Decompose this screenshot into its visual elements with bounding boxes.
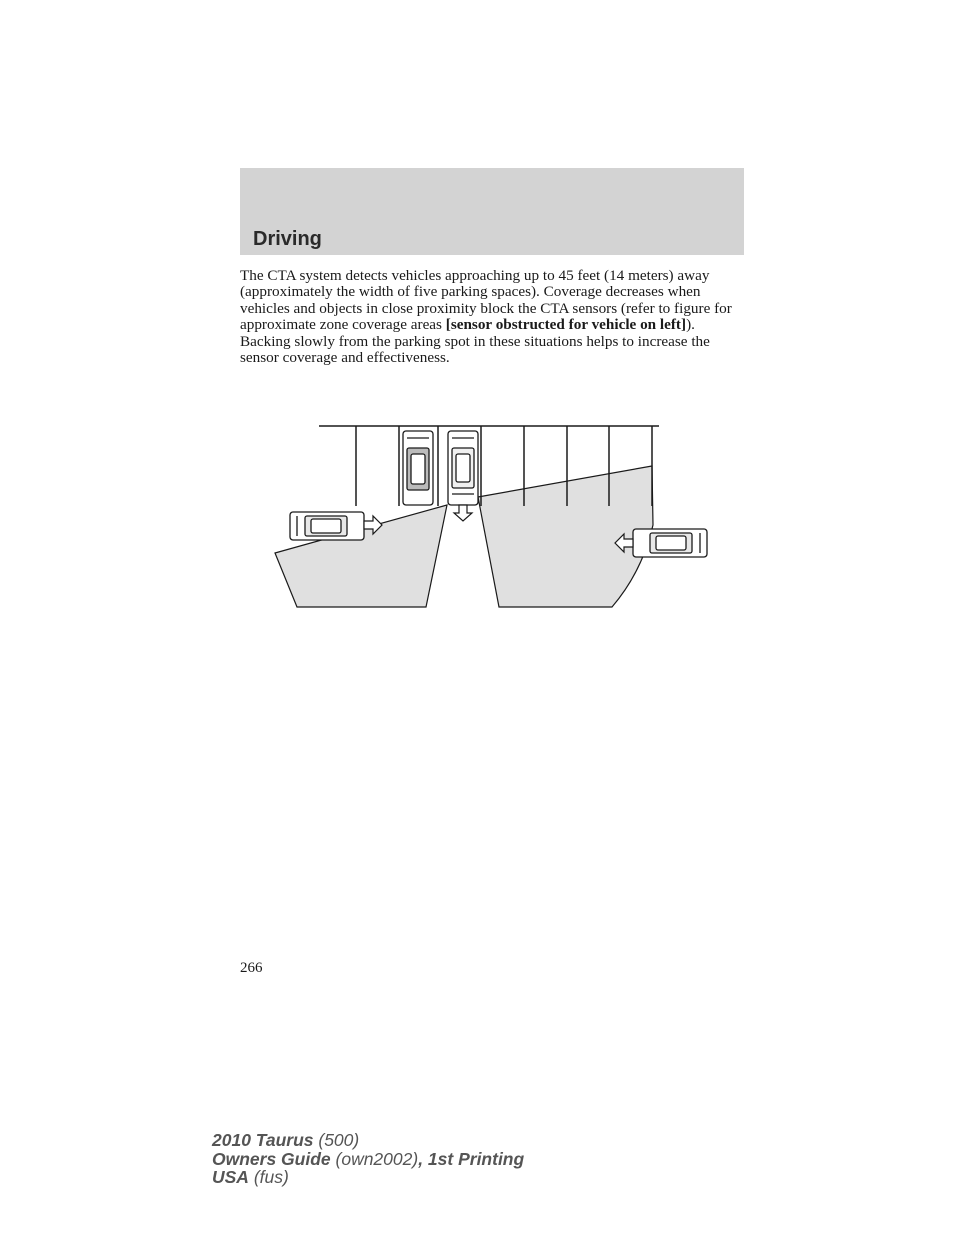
section-title: Driving bbox=[253, 228, 322, 250]
footer-line-1 bbox=[212, 1131, 524, 1150]
car-left-approaching-icon bbox=[290, 512, 364, 540]
parked-car-icon bbox=[403, 431, 433, 505]
section-header-band bbox=[240, 168, 744, 255]
document-footer bbox=[212, 1131, 524, 1187]
footer-guide-code: (own2002) bbox=[330, 1148, 419, 1169]
footer-line-3 bbox=[212, 1168, 524, 1187]
footer-guide: Owners Guide bbox=[212, 1148, 331, 1169]
page-number: 266 bbox=[240, 960, 263, 976]
footer-market-code: (fus) bbox=[248, 1167, 289, 1187]
footer-model-code: (500) bbox=[313, 1130, 360, 1150]
reversing-car-icon bbox=[448, 431, 478, 505]
body-text-end: ). Backing slowly from the parking spot in these situations helps to increase the sensor coverage and effectiveness. bbox=[240, 316, 710, 367]
body-text-start: The CTA system detects vehicles approaching up to 45 feet (14 meters) away (approximately the width of five parking spaces). Coverage decreases when vehicles and objects in close proximity block the CTA sensors (refer to figure for approximate zone coverage areas bbox=[240, 267, 732, 334]
footer-market: USA bbox=[212, 1167, 249, 1187]
footer-printing: , 1st Printing bbox=[418, 1148, 525, 1169]
cta-coverage-diagram bbox=[270, 420, 715, 615]
footer-line-2 bbox=[212, 1150, 524, 1169]
car-right-approaching-icon bbox=[633, 529, 707, 557]
footer-model: 2010 Taurus bbox=[212, 1130, 314, 1150]
arrow-down-icon bbox=[454, 505, 472, 521]
body-text-bold: [sensor obstructed for vehicle on left] bbox=[445, 316, 687, 334]
body-paragraph bbox=[240, 268, 744, 366]
right-coverage-zone bbox=[478, 466, 653, 607]
